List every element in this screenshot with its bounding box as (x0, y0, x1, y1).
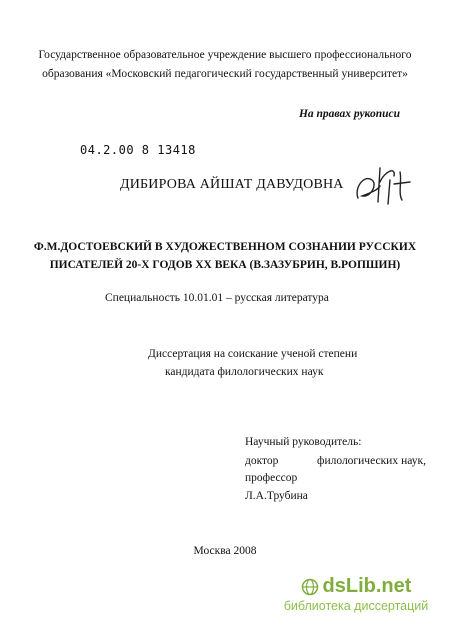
watermark-logo-text: dsLib.net (322, 575, 412, 597)
watermark-caption: библиотека диссертаций (283, 599, 429, 613)
advisor-degree-a: доктор (245, 455, 279, 467)
title-line-1: Ф.М.ДОСТОЕВСКИЙ В ХУДОЖЕСТВЕННОМ СОЗНАНИИ РУССКИХ (33, 241, 417, 253)
institution-line-1: Государственное образовательное учреждение высшего профессионального (38, 49, 412, 61)
advisor-title: профессор (245, 472, 298, 484)
advisor-label: Научный руководитель: (245, 436, 362, 448)
library-stamp: 04.2.00 8 13418 (80, 143, 196, 157)
signature-image (350, 160, 418, 208)
institution-line-2: образования «Московский педагогический государственный университет» (42, 68, 408, 80)
advisor-name: Л.А.Трубина (245, 490, 308, 502)
author-name: ДИБИРОВА АЙШАТ ДАВУДОВНА (120, 177, 344, 192)
rights-notice: На правах рукописи (298, 108, 400, 120)
dissertation-line-1: Диссертация на соискание ученой степени (148, 348, 358, 360)
watermark-logo (268, 575, 444, 598)
specialty: Специальность 10.01.01 – русская литература (105, 292, 329, 304)
advisor-degree-b: филологических (317, 455, 399, 467)
city-year: Москва 2008 (193, 545, 257, 557)
dissertation-line-2: кандидата филологических наук (165, 366, 324, 378)
globe-icon (301, 578, 319, 596)
title-line-2: ПИСАТЕЛЕЙ 20-Х ГОДОВ XX ВЕКА (В.ЗАЗУБРИН, В.РОПШИН) (49, 259, 401, 271)
watermark (268, 575, 444, 613)
advisor-degree-c: наук, (401, 455, 426, 467)
